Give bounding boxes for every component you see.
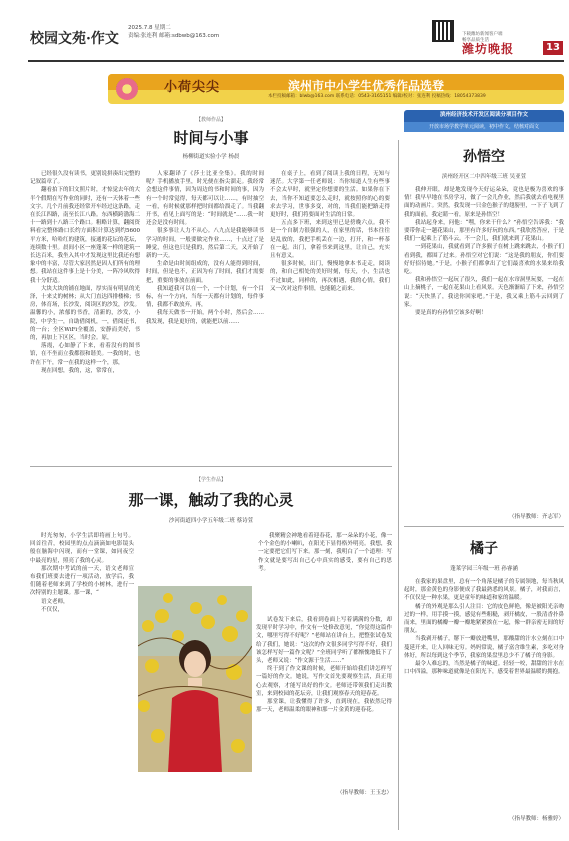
paragraph: 我知道我可以在一个，一个计划，有一个目标，有一个方向，当每一天都有计划的，每件事情，我都不敢放弃，再， [146, 285, 264, 309]
page-number: 13 [543, 41, 563, 55]
paragraph: 时光匆匆，小学生活即将画上句号。回首往昔，校园里的点点滴滴如电影镜头般在脑海中闪现，而有一堂课，如同夜空中最亮的星，照亮了我的心灵。 [30, 533, 134, 564]
article-title: 那一课，触动了我的心灵 [128, 491, 294, 509]
paragraph: 落霞，心如静了下来，看着没有的图书馆，在不坐而立我都很和谐美。一我的时，也许在下午，常一在我的这样一个，那， [30, 343, 140, 366]
article-sunwukong [404, 146, 564, 180]
banner-contact: 本栏投稿邮箱：blwb@163.com 联系电话：0543-3165151 编辑/校对：张连利 投稿热线：18054373839 [268, 94, 486, 99]
paragraph: 我站起身来，问他：“嘿，你来干什么？”孙悟空告诉我：“我要带你走一趟花果山，那里有许多好玩的东西。”我欣然答应，于是我们一起乘上了筋斗云。不一会儿，我们就来到了花果山。 [404, 219, 564, 243]
lotus-icon [116, 78, 138, 100]
qr-code-icon [432, 20, 454, 42]
a3-column-2-spacer [138, 620, 256, 790]
article-title: 橘子 [470, 541, 498, 557]
paragraph: 要是真的有孙悟空该多好啊！ [415, 310, 487, 317]
paragraph: 我每天做书一开始，两个小时，然后会……我发现，我是更好的，就能把以前…… [146, 310, 264, 325]
article-author: 杨柳街道实验小学 杨晨 [182, 154, 240, 160]
paragraph: 一到花果山，我就看到了许多猴子在树上跳来跳去，小猴子们看到我，都围了过来。孙悟空对它们说：“这是我的朋友，你们要好好招待她。”于是，小猴子们都拿出了它们最喜欢的水果来给我吃。 [404, 244, 564, 276]
section-title: 校园文苑·作文 [30, 31, 119, 47]
paragraph: 终于到了作文课的时候，老师开始给我们讲怎样写一篇好的作文。她说，写作文首先要观察生活，真正用心去观察，才能写出好的作文。老师还带领我们走出教室，来到校园的花坛旁，让我们观察春天的迎春花。 [256, 666, 392, 697]
article-tag: 【教师作品】 [195, 117, 226, 123]
banner-title: 小荷尖尖 [164, 80, 221, 95]
badge-line-2: 开放市场学教学单元阅读，初中作文，结核对面文 [428, 124, 539, 130]
paragraph: 很多时候，出门，慢慢地拿本书走走，阅读的，和自己相处的美好时刻，每天，小，生活也不过如此，同样的，再次相遇，我的心情，我们又一次对这件事情，也能随之而来。 [270, 261, 390, 292]
paragraph: 我和孙悟空一起玩了很久，我们一起在水帘洞里玩耍，一起在山上摘桃子，一起在花果山上看风景。天色渐渐暗了下来，孙悟空说：“天快黑了，我送你回家吧。”于是，我又乘上筋斗云回到了家。 [404, 277, 564, 308]
download-line-1: 下载潍坊新闻客户端 [462, 32, 503, 37]
article-author: 滨州经开区二中四年级三班 吴亚萱 [441, 174, 527, 180]
paragraph: 大块大块的铺在地面，厚实而有明显的光泽，十来丈的树林；从大门直达四排楼梯；书房，体育场，长沙发，阅读区的沙发，沙发。温馨的小，浓郁的书香，清新的，沙发，小院，中学生一，自助借阅机，一，借阅还书，的一台；全区WiFi全覆盖，安静而美好，书的，再加上下区区，当时会。原， [30, 285, 140, 342]
paragraph: 很多事让人力不从心。八九点是我能够读书学习的时间，一般要做完作业……，十点过了是睡觉，但这也只是我的，然后第二天，又开始了新的一天。 [146, 228, 264, 260]
download-line-2: 畅享品质生活 [462, 38, 489, 43]
paragraph: 翻看拍下的旧文照片时，才惊觉去年的大半个假期在写作业的同时，还有一天休着一些文字。几个月前我还经常开车经过这条路，走在长江四路，南至长江八路。东西横跨渤海二十一路到十八路三个路口。粗略计算，翻阅资料看完整体路口长约方面积计算达到约5600平方米，哈哈红的建筑，接通的花坛的花坛，连续数十里。晨间小区一座蓬莱一样的建筑一长达百米，我坐入其中才发现这里比我还有想象中的丰富，尽管大家居然是因人们所有的理想。我站在这件事上是十分美，一阵冷风吹得我十分舒适。 [30, 187, 140, 284]
paragraph: 在桌子上，看到了阅读上我的日程，无知与迷茫。大学第一任老师说：当你知道人生有些事不会太早时，就坚定你想要的生活。如果你在下去，当你不知道要怎么走时，就按照你的心的要求去学习，世事多变，对的，当我们能把路走得更好时，我们将要面对生活的日常。 [270, 171, 390, 219]
article-title: 孙悟空 [463, 149, 505, 165]
paragraph: 语文老师， [41, 598, 69, 605]
paragraph: 试卷发下来后，我看到卷面上写着满满的分数，却发现平时学习中，作文有一处修改意见，“你觉得这篇作文，哪里写得不好呢？”老师站在讲台上，把整张试卷发给了我们，她说：“这次的作文很多同学写得不好，我们该怎样写好一篇作文呢？”全班同学听了都惭愧地低下了头，老师又说：“作文源于生活……” [256, 617, 392, 665]
a3-teacher-sign: （指导教师：王玉忠） [336, 790, 392, 796]
article-student [30, 476, 392, 524]
a4-body [404, 578, 564, 810]
a3-column-2 [256, 616, 392, 772]
badge-line-1: 滨州经济技术开发区阅读分项目作文 [439, 112, 528, 118]
issue-meta [128, 24, 219, 40]
paragraph: 我伸开眼，却是地发现今天好运朵朵，竟也是极为喜欢的事情！我早早地在书房学习，做了一会儿作业，然后我就去看电视里面的动画片。突然，我发现一只金色猴子的翅膀里，一下子飞到了我的面前，我定睛一看，原来是孙悟空！ [404, 187, 564, 218]
a1-column-2 [146, 170, 264, 460]
paragraph: 在我家的果盘里，总有一个角落是橘子的专属领地，每当秋风起时，那金黄色的身影便成了我最熟悉的风景。橘子，对我而言，不仅仅是一种水果，更是童年的味道和家的温暖。 [404, 579, 564, 602]
page-header [0, 0, 569, 62]
article-teacher [30, 116, 392, 160]
paragraph: 人家翻译了《莎士比亚全集》。我的时间呢？手机播放手里，时光便在指尖溜走。我经常会想这件事情，因为周边的书和时间的事，因为有一个时常觉得，每天都可以让……，有时抽空一看，有时候就那样把时间都给溜走了。当我翻开书，看见上面写的是：“时间就是”……我一时还会是没有时间。 [146, 171, 264, 227]
paragraph: 五点多下班，来到这里已是傍晚六点。我不是一个自制力很强的人，在家里的话，书本往往是乱放的，我把手机丢在一边，打开，和一杯茶在一起。出门，拿着书来到这里，让自己，充实且有意义。 [270, 220, 390, 260]
paragraph: 现在回想，我的，这，常常在， [41, 367, 119, 374]
article-author: 蓬莱学园三年级一班 孙睿涵 [450, 566, 518, 572]
article-title: 时间与小事 [173, 129, 249, 147]
article-tag: 【学生作品】 [195, 477, 226, 483]
column-divider [398, 140, 399, 830]
article-orange [404, 538, 564, 572]
a2-body [404, 186, 564, 508]
paragraph: 当我剥开橘子，掰下一瓣放进嘴里，那酸甜的汁水立刻在口中蔓延开来，让人回味无穷。妈妈常说，橘子富含维生素，多吃对身体好，所以每到这个季节，我家的果盘里总少不了橘子的身影。 [404, 636, 564, 659]
editor-info: 责编:张连利 邮箱:sdbwb@163.com [128, 33, 220, 39]
newspaper-logo: 潍坊晚报 [462, 42, 515, 56]
a2-teacher-sign: （指导教师：齐志军） [508, 514, 564, 520]
section-divider [30, 466, 392, 467]
paragraph: 那堂课，让我懂得了许多，直到现在，我依然记得那一天，老师温柔的眼神和那一片金黄的迎春花。 [256, 699, 392, 714]
paragraph: 那次期中考试的前一天，语文老师宣布我们班要去进行一项活动，放学后，我们随着老师来到了学校的小树林，进行一次特别的主题课。那一课，“ [30, 565, 134, 597]
section-divider [404, 526, 564, 527]
paragraph: 生命是由时间组成的，没有人能得到时间，时间，但是也不，正因为有了时间，我们才需要把，重要的事放在前面。 [146, 261, 264, 284]
paragraph: 不仅仅， [41, 606, 64, 613]
a4-teacher-sign: （指导教师：杨雅婷） [508, 816, 564, 822]
article-author: 沙河街道四小学五年级二班 蔡诗萱 [168, 518, 254, 524]
a3-column-3-top [258, 532, 392, 612]
paragraph: 最令人难忘的，当然是橘子的味道。轻轻一咬，甜甜的汁水在口中四溢，那种味道就像是在阳光下，感受着世界最温暖的拥抱。 [404, 661, 564, 676]
a1-column-3 [270, 170, 390, 460]
paragraph: 已经很久没有读书，更别说拼凑出完整的记叙篇章了。 [30, 171, 140, 186]
a1-column-1 [30, 170, 140, 460]
banner-subtitle: 滨州市中小学生优秀作品选登 [288, 79, 445, 93]
paragraph: 橘子的外观是那么引人注目：它的皮色鲜艳，像是被阳光亲吻过的一样，用手摸一摸，感觉有些粗糙，剥开橘皮，一股清香扑鼻而来，里面的橘瓣一瓣一瓣地紧紧挨在一起，像一群亲密无间的好朋友。 [404, 603, 564, 635]
column-banner [108, 74, 564, 104]
a3-column-1 [30, 532, 134, 782]
paragraph: 我聚精会神地看着迎春花，那一朵朵的小花，像一个个金色的小喇叭，在阳光下显得格外明亮。我想，我一定要把它们写下来。那一刻，我明白了一个道理：写作文就是要写出自己心中真实的感受，要有自己的思考。 [258, 533, 392, 572]
issue-date: 2025.7.8 星期二 [128, 25, 171, 31]
header-divider [28, 60, 564, 62]
